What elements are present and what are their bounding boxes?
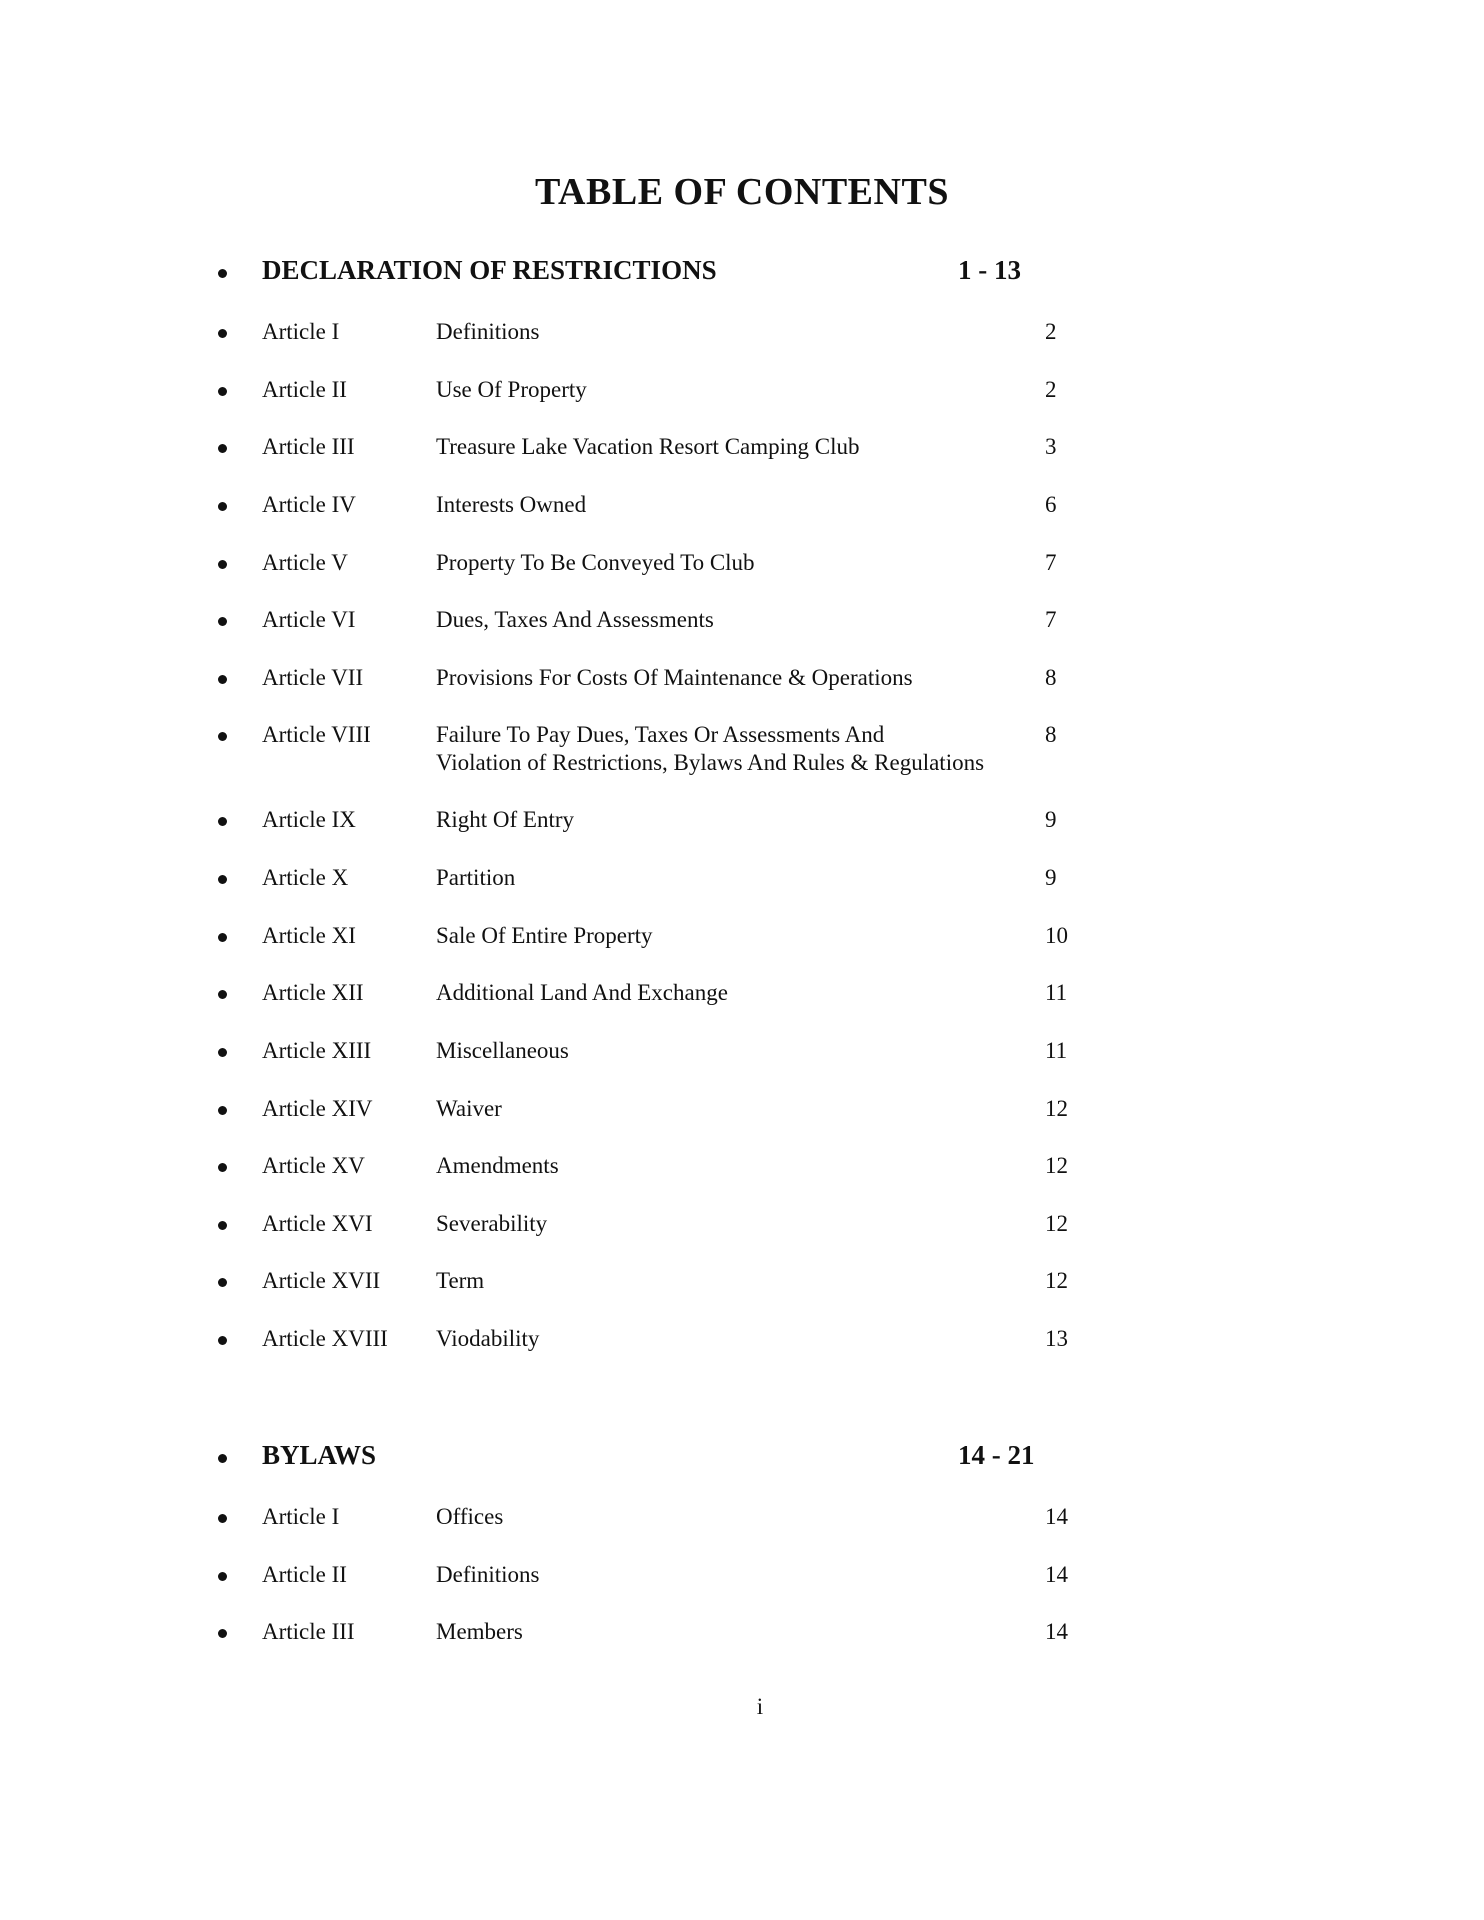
article-number: Article XVI bbox=[262, 1211, 373, 1236]
article-number: Article XVII bbox=[262, 1268, 381, 1293]
toc-row bbox=[0, 1267, 1484, 1307]
article-number: Article IV bbox=[262, 492, 356, 517]
page-number: 11 bbox=[1045, 980, 1068, 1005]
bullet-icon bbox=[218, 1221, 227, 1230]
toc-row bbox=[0, 1503, 1484, 1543]
article-title-continued: Violation of Restrictions, Bylaws And Rules & Regulations bbox=[436, 750, 985, 775]
article-title: Miscellaneous bbox=[436, 1038, 569, 1063]
bullet-icon bbox=[218, 817, 227, 826]
article-title: Waiver bbox=[436, 1096, 502, 1121]
article-number: Article XVIII bbox=[262, 1326, 388, 1351]
page-number: 9 bbox=[1045, 807, 1057, 832]
article-title: Term bbox=[436, 1268, 485, 1293]
toc-row bbox=[0, 806, 1484, 846]
article-number: Article I bbox=[262, 319, 340, 344]
article-number: Article VI bbox=[262, 607, 356, 632]
toc-row bbox=[0, 979, 1484, 1019]
toc-row bbox=[0, 376, 1484, 416]
section-page-range: 1 - 13 bbox=[958, 255, 1021, 285]
bullet-icon bbox=[218, 444, 227, 453]
toc-row bbox=[0, 1210, 1484, 1250]
article-number: Article IX bbox=[262, 807, 356, 832]
toc-row bbox=[0, 664, 1484, 704]
article-number: Article III bbox=[262, 434, 355, 459]
toc-row bbox=[0, 922, 1484, 962]
article-title: Interests Owned bbox=[436, 492, 587, 517]
bullet-icon bbox=[218, 269, 227, 278]
article-number: Article XIV bbox=[262, 1096, 373, 1121]
bullet-icon bbox=[218, 387, 227, 396]
toc-row bbox=[0, 549, 1484, 589]
toc-row bbox=[0, 318, 1484, 358]
toc-row bbox=[0, 1152, 1484, 1192]
article-number: Article V bbox=[262, 550, 348, 575]
article-number: Article VII bbox=[262, 665, 364, 690]
article-title: Partition bbox=[436, 865, 516, 890]
bullet-icon bbox=[218, 1163, 227, 1172]
article-number: Article XIII bbox=[262, 1038, 372, 1063]
toc-row bbox=[0, 1037, 1484, 1077]
bullet-icon bbox=[218, 1278, 227, 1287]
bullet-icon bbox=[218, 502, 227, 511]
page-number: 14 bbox=[1045, 1619, 1068, 1644]
bullet-icon bbox=[218, 1514, 227, 1523]
article-title: Use Of Property bbox=[436, 377, 587, 402]
bullet-icon bbox=[218, 1048, 227, 1057]
section-declaration bbox=[0, 256, 1484, 296]
article-title: Property To Be Conveyed To Club bbox=[436, 550, 755, 575]
page-number: 11 bbox=[1045, 1038, 1068, 1063]
page-number: 2 bbox=[1045, 319, 1057, 344]
article-number: Article VIII bbox=[262, 722, 371, 747]
section-page-range: 14 - 21 bbox=[958, 1440, 1035, 1470]
article-title: Offices bbox=[436, 1504, 504, 1529]
page-number: 14 bbox=[1045, 1504, 1068, 1529]
page-number: 8 bbox=[1045, 665, 1057, 690]
section-title: DECLARATION OF RESTRICTIONS bbox=[262, 255, 717, 285]
article-number: Article I bbox=[262, 1504, 340, 1529]
bullet-icon bbox=[218, 675, 227, 684]
page-number: 7 bbox=[1045, 550, 1057, 575]
toc-row bbox=[0, 864, 1484, 904]
article-title: Failure To Pay Dues, Taxes Or Assessments And bbox=[436, 722, 885, 747]
article-title: Amendments bbox=[436, 1153, 559, 1178]
article-title: Treasure Lake Vacation Resort Camping Club bbox=[436, 434, 860, 459]
page-number: 6 bbox=[1045, 492, 1057, 517]
page-number: 2 bbox=[1045, 377, 1057, 402]
article-title: Members bbox=[436, 1619, 523, 1644]
toc-row bbox=[0, 1095, 1484, 1135]
article-title: Definitions bbox=[436, 1562, 540, 1587]
toc-row bbox=[0, 1561, 1484, 1601]
page-number: 7 bbox=[1045, 607, 1057, 632]
article-title: Dues, Taxes And Assessments bbox=[436, 607, 714, 632]
bullet-icon bbox=[218, 617, 227, 626]
article-title: Additional Land And Exchange bbox=[436, 980, 728, 1005]
page-number: 14 bbox=[1045, 1562, 1068, 1587]
toc-row bbox=[0, 721, 1484, 785]
toc-row bbox=[0, 1325, 1484, 1365]
bullet-icon bbox=[218, 1629, 227, 1638]
article-number: Article X bbox=[262, 865, 349, 890]
bullet-icon bbox=[218, 990, 227, 999]
bullet-icon bbox=[218, 732, 227, 741]
article-title: Severability bbox=[436, 1211, 548, 1236]
page-number: 12 bbox=[1045, 1153, 1068, 1178]
bullet-icon bbox=[218, 1106, 227, 1115]
bullet-icon bbox=[218, 560, 227, 569]
footer-page-number: i bbox=[756, 1694, 764, 1719]
article-number: Article II bbox=[262, 377, 347, 402]
section-title: BYLAWS bbox=[262, 1440, 377, 1470]
bullet-icon bbox=[218, 875, 227, 884]
page-number: 9 bbox=[1045, 865, 1057, 890]
toc-row bbox=[0, 606, 1484, 646]
page-number: 8 bbox=[1045, 722, 1057, 747]
page-number: 12 bbox=[1045, 1211, 1068, 1236]
bullet-icon bbox=[218, 933, 227, 942]
toc-row bbox=[0, 433, 1484, 473]
article-number: Article II bbox=[262, 1562, 347, 1587]
article-number: Article XV bbox=[262, 1153, 365, 1178]
article-title: Sale Of Entire Property bbox=[436, 923, 653, 948]
page-title: TABLE OF CONTENTS bbox=[535, 171, 949, 213]
bullet-icon bbox=[218, 1572, 227, 1581]
article-title: Viodability bbox=[436, 1326, 540, 1351]
page-number: 12 bbox=[1045, 1268, 1068, 1293]
toc-row bbox=[0, 491, 1484, 531]
bullet-icon bbox=[218, 329, 227, 338]
section-bylaws bbox=[0, 1441, 1484, 1481]
article-number: Article XI bbox=[262, 923, 356, 948]
article-number: Article XII bbox=[262, 980, 364, 1005]
page-number: 10 bbox=[1045, 923, 1068, 948]
article-number: Article III bbox=[262, 1619, 355, 1644]
article-title: Right Of Entry bbox=[436, 807, 574, 832]
page-number: 3 bbox=[1045, 434, 1057, 459]
bullet-icon bbox=[218, 1336, 227, 1345]
article-title: Definitions bbox=[436, 319, 540, 344]
article-title: Provisions For Costs Of Maintenance & Operations bbox=[436, 665, 913, 690]
page-number: 13 bbox=[1045, 1326, 1068, 1351]
toc-row bbox=[0, 1618, 1484, 1658]
page-number: 12 bbox=[1045, 1096, 1068, 1121]
bullet-icon bbox=[218, 1454, 227, 1463]
